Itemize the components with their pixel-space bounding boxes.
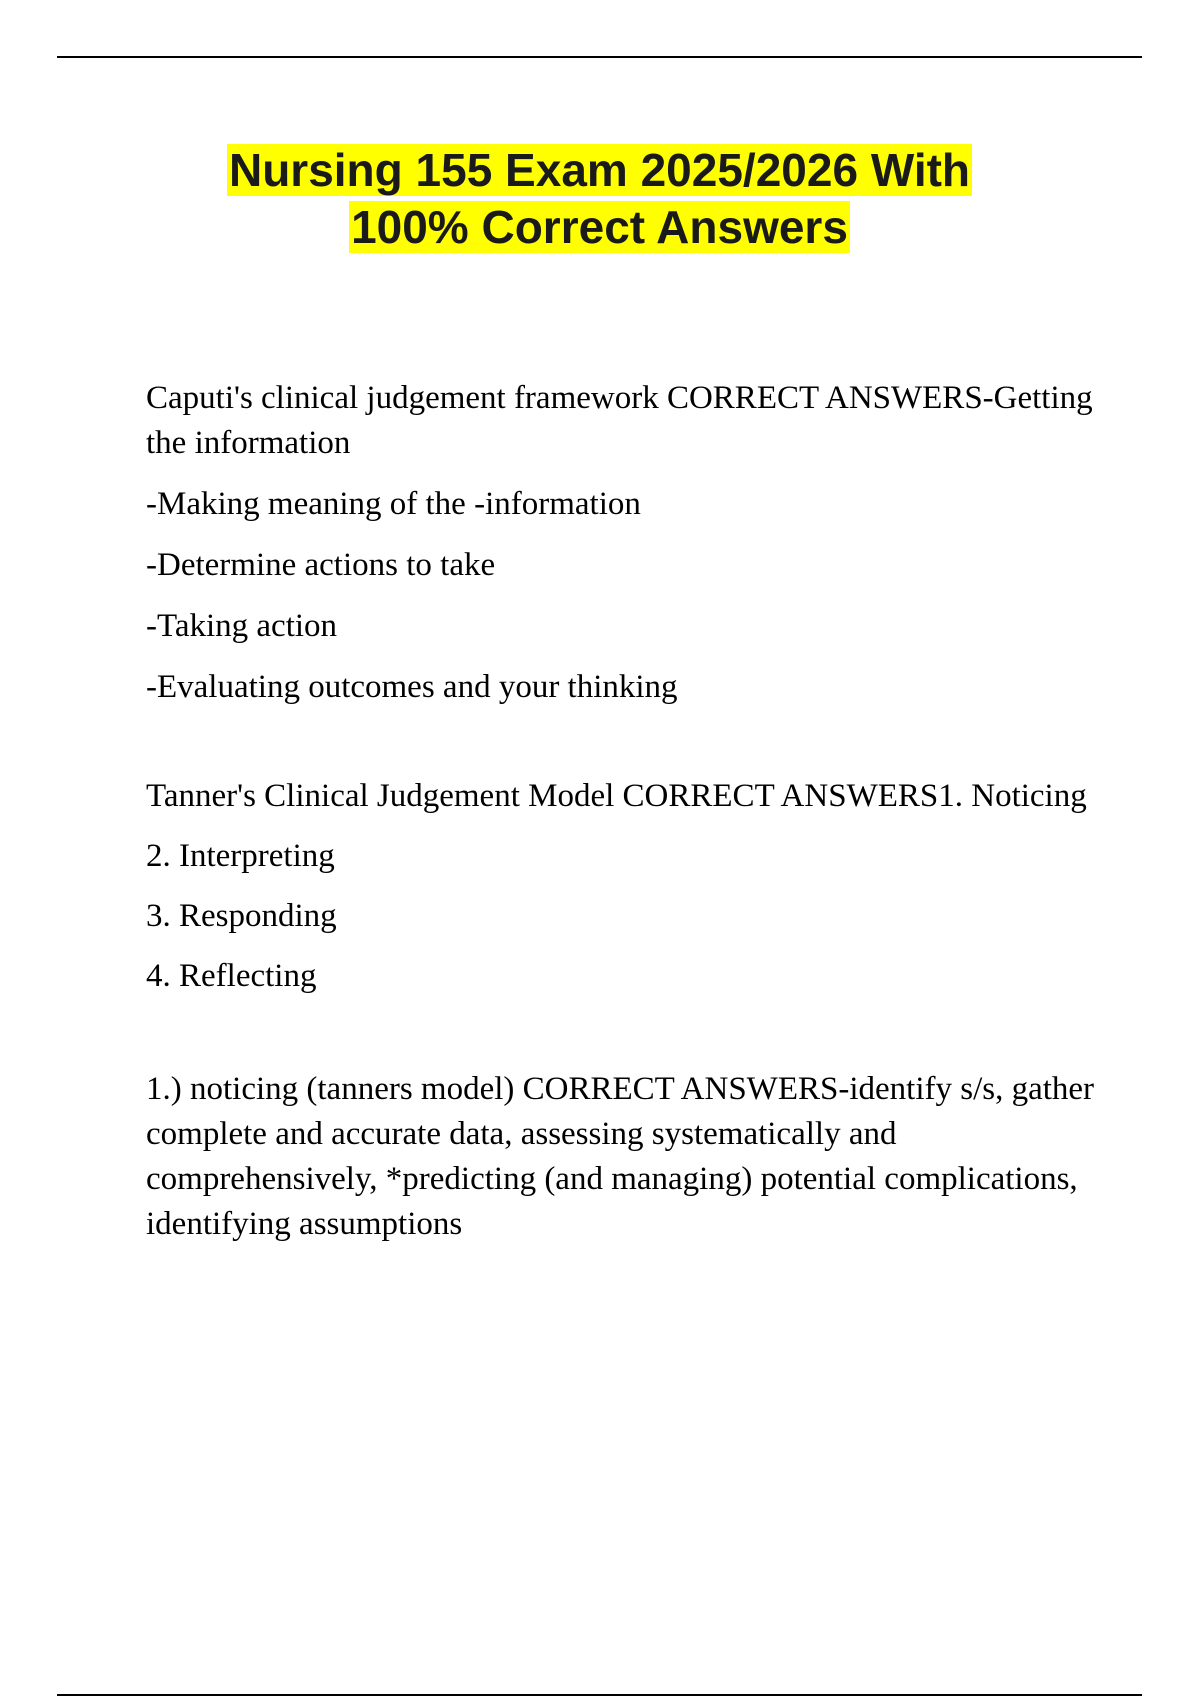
document-body (146, 376, 1106, 1247)
entry-lead: Caputi's clinical judgement framework CORRECT ANSWERS-Getting the information (146, 380, 1093, 461)
qa-entry-tanner (146, 774, 1106, 999)
entry-item: 4. Reflecting (146, 958, 317, 994)
title-highlight-1: Nursing 155 Exam 2025/2026 With (228, 144, 971, 196)
entry-item: -Taking action (146, 608, 338, 644)
entry-item: 3. Responding (146, 898, 337, 934)
entry-lead: Tanner's Clinical Judgement Model CORRECT ANSWERS1. Noticing (146, 778, 1087, 814)
title-line-1 (57, 142, 1142, 199)
qa-entry-noticing (146, 1067, 1106, 1247)
entry-item: -Determine actions to take (146, 547, 496, 583)
title-highlight-2: 100% Correct Answers (351, 201, 848, 253)
bottom-rule (57, 1694, 1142, 1696)
entry-item: -Making meaning of the -information (146, 486, 641, 522)
entry-item: -Evaluating outcomes and your thinking (146, 669, 678, 705)
top-rule (57, 56, 1142, 58)
entry-lead: 1.) noticing (tanners model) CORRECT ANSWERS-identify s/s, gather complete and accurate data, assessing systematically and comprehensively, *predicting (and managing) potential complications, identifying assumptions (146, 1071, 1095, 1242)
document-title (57, 142, 1142, 256)
entry-item: 2. Interpreting (146, 838, 335, 874)
title-line-2 (57, 199, 1142, 256)
qa-entry-caputi (146, 376, 1106, 710)
